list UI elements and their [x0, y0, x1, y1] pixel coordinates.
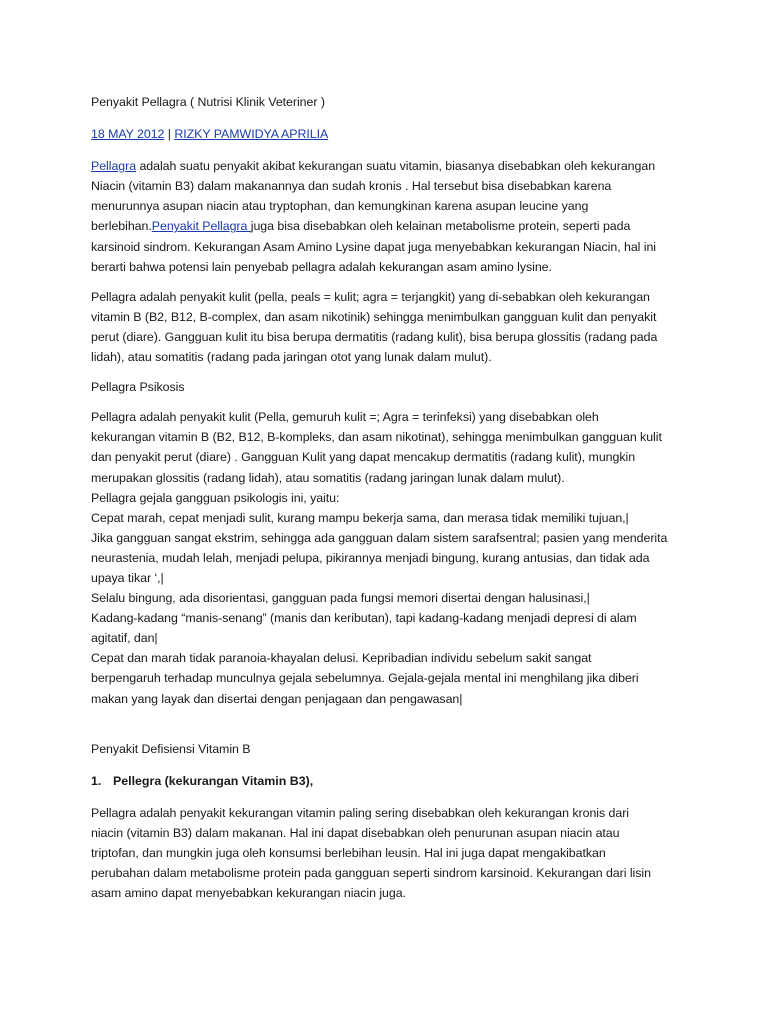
intro-line-4-start: berlebihan. [91, 219, 152, 234]
intro-line-3: menurunnya asupan niacin atau tryptophan, dan kemungkinan karena asupan leucine yang [91, 199, 589, 214]
list-label: Pellegra (kekurangan Vitamin B3), [113, 773, 314, 788]
para3-line: Selalu bingung, ada disorientasi, gangguan pada fungsi memori disertai dengan halusinasi,| [91, 591, 590, 606]
heading-psikosis: Pellagra Psikosis [91, 380, 185, 395]
para3-line: makan yang layak dan disertai dengan penjagaan dan pengawasan| [91, 691, 463, 706]
para4-line: triptofan, dan mungkin juga oleh konsumsi berlebihan leusin. Hal ini juga dapat mengakibatkan [91, 845, 606, 860]
intro-line-1: adalah suatu penyakit akibat kekurangan suatu vitamin, biasanya disebabkan oleh kekurangan [136, 159, 656, 174]
para4-line: niacin (vitamin B3) dalam makanan. Hal ini dapat disebabkan oleh penurunan asupan niacin atau [91, 825, 620, 840]
para4-line: Pellagra adalah penyakit kekurangan vitamin paling sering disebabkan oleh kekurangan kronis dari [91, 805, 629, 820]
penyakit-pellagra-link[interactable]: Penyakit Pellagra [151, 219, 251, 234]
para3-line: berpengaruh terhadap munculnya gejala sebelumnya. Gejala-gejala mental ini menghilang jika diberi [91, 671, 639, 686]
list-number: 1. [91, 773, 102, 788]
para3-line: Cepat marah, cepat menjadi sulit, kurang mampu bekerja sama, dan merasa tidak memiliki tujuan,| [91, 510, 629, 525]
para2-line: lidah), atau somatitis (radang pada jaringan otot yang lunak dalam mulut). [91, 350, 492, 365]
heading-defisiensi: Penyakit Defisiensi Vitamin B [91, 741, 251, 756]
intro-line-6: berarti bahwa potensi lain penyebab pellagra adalah kekurangan asam amino lysine. [91, 259, 552, 274]
para2-line: vitamin B (B2, B12, B-complex, dan asam nikotinik) sehingga menimbulkan gangguan kulit dan penyakit [91, 309, 657, 324]
para4-line: perubahan dalam metabolisme protein pada gangguan seperti sindrom karsinoid. Kekurangan dari lisin [91, 866, 651, 880]
intro-line-2: Niacin (vitamin B3) dalam makanannya dan sudah kronis . Hal tersebut bisa disebabkan karena [91, 179, 612, 194]
para3-line: Kadang-kadang “manis-senang” (manis dan keributan), tapi kadang-kadang menjadi depresi di alam [91, 611, 637, 626]
para3-line: Pellagra adalah penyakit kulit (Pella, gemuruh kulit =; Agra = terinfeksi) yang disebabkan oleh [91, 410, 599, 425]
intro-paragraph [91, 156, 691, 277]
para3-line: dan penyakit perut (diare) . Gangguan Kulit yang dapat mencakup dermatitis (radang kulit), mungkin [91, 450, 636, 465]
intro-line-5: karsinoid sindrom. Kekurangan Asam Amino Lysine dapat juga menyebabkan kekurangan Niacin, hal ini [91, 239, 656, 254]
para4-line: asam amino dapat menyebabkan kekurangan niacin juga. [91, 886, 406, 901]
para2-line: perut (diare). Gangguan kulit itu bisa berupa dermatitis (radang kulit), bisa berupa glossitis (radang pada [91, 329, 658, 344]
para3-line: merupakan glossitis (radang lidah), atau somatitis (radang jaringan lunak dalam mulut). [91, 470, 565, 485]
para3-line: Cepat dan marah tidak paranoia-khayalan delusi. Kepribadian individu sebelum sakit sangat [91, 651, 592, 666]
para3-line: Jika gangguan sangat ekstrim, sehingga ada gangguan dalam sistem sarafsentral; pasien yang menderita [91, 530, 668, 545]
para3-line: upaya tikar ‘,| [91, 570, 164, 585]
paragraph-4 [91, 803, 691, 903]
para3-line: neurastenia, mudah lelah, menjadi pelupa, pikirannya menjadi bingung, kurang antusias, dan tidak ada [91, 550, 650, 565]
paragraph-2 [91, 287, 691, 367]
list-item-1 [91, 771, 691, 791]
paragraph-3 [91, 407, 691, 708]
author-link[interactable]: RIZKY PAMWIDYA APRILIA [174, 127, 329, 142]
document-page [91, 92, 691, 903]
intro-line-4-rest: juga bisa disebabkan oleh kelainan metabolisme protein, seperti pada [250, 219, 631, 234]
byline-separator: | [164, 127, 175, 142]
para3-line: agitatif, dan| [91, 631, 158, 646]
document-title: Penyakit Pellagra ( Nutrisi Klinik Veteriner ) [91, 95, 325, 109]
para3-line: kekurangan vitamin B (B2, B12, B-kompleks, dan asam nikotinat), sehingga menimbulkan gangguan kulit [91, 430, 662, 445]
para2-line: Pellagra adalah penyakit kulit (pella, peals = kulit; agra = terjangkit) yang di-sebabkan oleh kekurangan [91, 289, 650, 304]
byline [91, 124, 691, 144]
date-link[interactable]: 18 MAY 2012 [91, 127, 165, 142]
pellagra-link[interactable]: Pellagra [91, 159, 137, 174]
para3-line: Pellagra gejala gangguan psikologis ini, yaitu: [91, 490, 340, 505]
